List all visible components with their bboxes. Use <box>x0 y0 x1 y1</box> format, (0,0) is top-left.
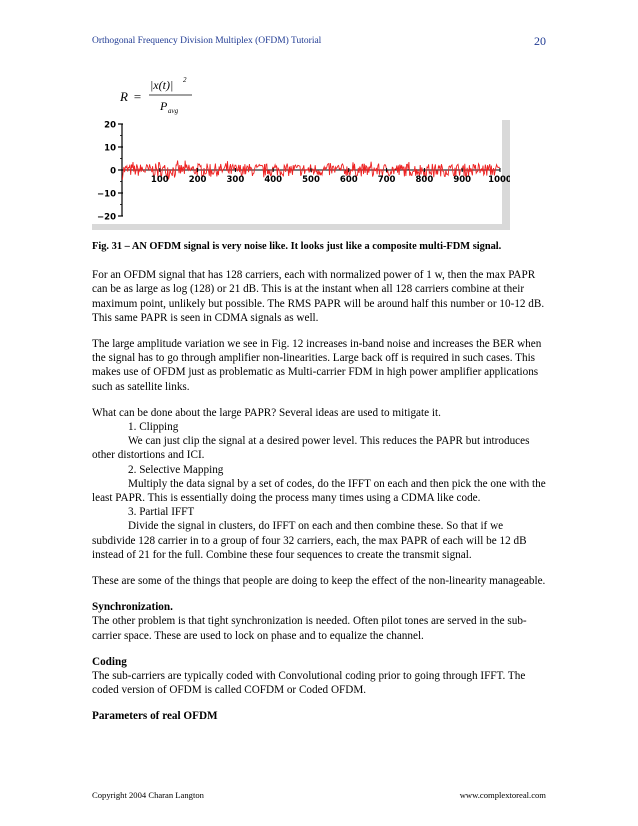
x-tick-label-4: 500 <box>302 175 320 185</box>
footer-website: www.complextoreal.com <box>459 790 546 800</box>
x-tick-label-6: 700 <box>377 175 396 185</box>
formula-lhs: R <box>120 89 128 104</box>
papr-formula <box>120 74 240 124</box>
chart-bottom-border <box>92 224 510 230</box>
ofdm-signal-chart <box>92 120 510 230</box>
y-tick-label-1: 10 <box>104 143 116 154</box>
text-coding: The sub-carriers are typically coded with Convolutional coding prior to going through IFFT. The coded version of OFDM is called COFDM or Coded OFDM. <box>92 670 526 697</box>
x-tick-label-5: 600 <box>339 175 358 185</box>
x-tick-label-9: 1000 <box>488 175 510 185</box>
formula-exponent: 2 <box>183 76 187 84</box>
item-selective-mapping-title: 2. Selective Mapping <box>128 463 224 476</box>
paragraph-papr-intro: For an OFDM signal that has 128 carriers, each with normalized power of 1 w, then the max PAPR can be as large as log (128) or 21 dB. This is at the instant when all 128 carriers combine at their maximum point, unlikely but possible. The RMS PAPR will be around half this number or 10-12 dB. This same PAPR is seen in CDMA signals as well. <box>92 269 545 324</box>
formula-equals: = <box>133 89 142 104</box>
y-tick-label-4: −20 <box>97 212 116 223</box>
item-partial-ifft-title: 3. Partial IFFT <box>128 506 195 519</box>
page-header <box>92 36 546 50</box>
document-body <box>92 240 546 724</box>
x-tick-label-2: 300 <box>226 175 245 185</box>
x-tick-label-1: 200 <box>188 175 207 185</box>
paragraph-nonlinearity: These are some of the things that people are doing to keep the effect of the non-linearity manageable. <box>92 575 546 588</box>
formula-numerator: |x(t)| <box>150 78 174 92</box>
x-tick-label-8: 900 <box>453 175 472 185</box>
mitigation-list <box>92 406 546 562</box>
item-clipping-title: 1. Clipping <box>128 421 179 434</box>
formula-svg <box>120 74 240 124</box>
figure-caption: Fig. 31 – AN OFDM signal is very noise like. It looks just like a composite multi-FDM signal. <box>92 241 502 252</box>
y-tick-label-0: 20 <box>104 120 116 131</box>
x-tick-label-0: 100 <box>150 175 169 185</box>
formula-subscript: avg <box>168 107 179 115</box>
item-clipping-text: We can just clip the signal at a desired power level. This reduces the PAPR but introduces other distortions and ICI. <box>92 435 530 462</box>
x-tick-label-7: 800 <box>415 175 434 185</box>
heading-synchronization: Synchronization. <box>92 601 173 614</box>
paragraph-mitigation-intro: What can be done about the large PAPR? Several ideas are used to mitigate it. <box>92 406 441 419</box>
section-synchronization <box>92 600 546 643</box>
heading-coding: Coding <box>92 655 127 668</box>
heading-parameters: Parameters of real OFDM <box>92 710 218 723</box>
chart-svg <box>92 120 510 230</box>
y-tick-label-2: 0 <box>110 166 116 177</box>
page-number: 20 <box>534 34 546 48</box>
formula-denominator: P <box>160 99 168 113</box>
text-synchronization: The other problem is that tight synchronization is needed. Often pilot tones are served in the sub-carrier space. These are used to lock on phase and to equalize the channel. <box>92 615 527 642</box>
x-tick-label-3: 400 <box>264 175 283 185</box>
section-coding <box>92 655 546 698</box>
footer-copyright: Copyright 2004 Charan Langton <box>92 790 204 800</box>
paragraph-amplitude-variation: The large amplitude variation we see in Fig. 12 increases in-band noise and increases the BER when the signal has to go through amplifier non-linearities. Large back off is required in such cases. This makes use of OFDM just as problematic as Multi-carrier FDM in high power amplifier applications such as satellite links. <box>92 338 542 393</box>
item-selective-mapping-text: Multiply the data signal by a set of codes, do the IFFT on each and then pick the one with the least PAPR. This is essentially doing the process many times using a CDMA like code. <box>92 477 546 505</box>
document-title: Orthogonal Frequency Division Multiplex (OFDM) Tutorial <box>92 36 322 46</box>
item-partial-ifft-text: Divide the signal in clusters, do IFFT on each and then combine these. So that if we subdivide 128 carrier in to a group of four 32 carriers, each, the max PAPR of each will be 12 dB instead of 21 for the full. Combine these four sequences to create the transmit signal. <box>92 520 527 561</box>
y-tick-label-3: −10 <box>97 189 116 200</box>
